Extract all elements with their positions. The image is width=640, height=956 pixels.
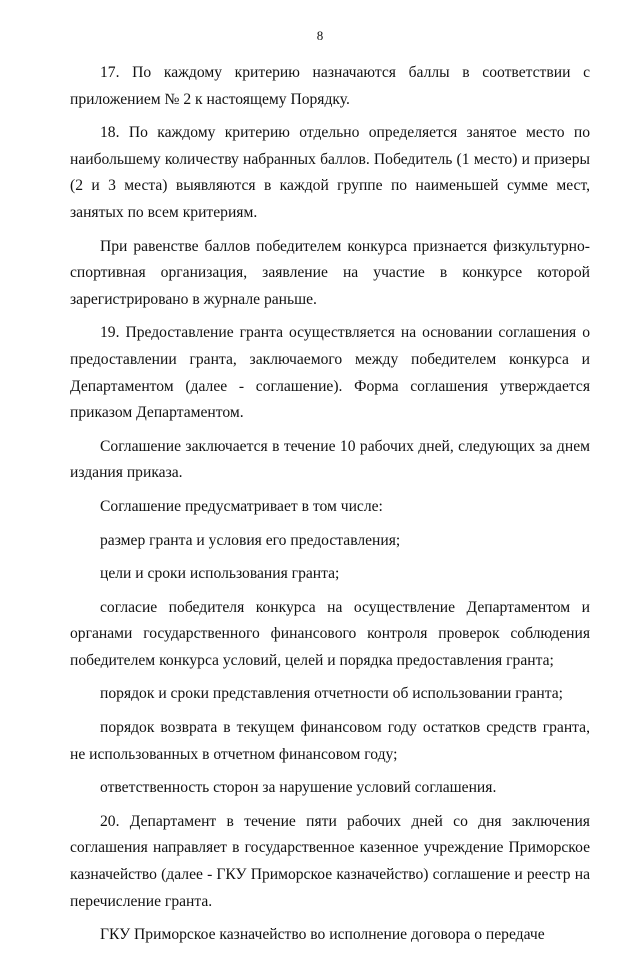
list-item-refund-order: порядок возврата в текущем финансовом году остатков средств гранта, не использованных в отчетном финансовом году;: [70, 719, 590, 763]
paragraph-agreement-includes: Соглашение предусматривает в том числе:: [100, 497, 383, 515]
list-item-liability: ответственность сторон за нарушение условий соглашения.: [100, 779, 497, 797]
paragraph-agreement-term: Соглашение заключается в течение 10 рабочих дней, следующих за днем издания приказа.: [70, 437, 590, 482]
list-item-grant-size: размер гранта и условия его предоставления;: [100, 531, 401, 549]
list-item-reporting: порядок и сроки представления отчетности об использовании гранта;: [100, 685, 563, 703]
paragraph-20-treasury: 20. Департамент в течение пяти рабочих дней со дня заключения соглашения направляет в государственное казенное учреждение Приморское казначейство (далее - ГКУ Приморское казначейство) соглашение и реестр на перечисление гранта.: [70, 812, 590, 910]
document-body: [70, 60, 590, 956]
paragraph-18-place-determination: 18. По каждому критерию отдельно определяется занятое место по наибольшему количеству набранных баллов. Победитель (1 место) и призеры (2 и 3 места) выявляются в каждой группе по наименьшей сумме мест, занятых по всем критериям.: [70, 124, 590, 221]
paragraph-treasury-continuation: ГКУ Приморское казначейство во исполнение договора о передаче: [100, 926, 545, 944]
list-item-consent-inspections: согласие победителя конкурса на осуществление Департаментом и органами государственного финансового контроля проверок соблюдения победителем конкурса условий, целей и порядка предоставления гранта;: [70, 598, 590, 669]
paragraph-19-grant-agreement: 19. Предоставление гранта осуществляется на основании соглашения о предоставлении гранта, заключаемого между победителем конкурса и Департаментом (далее - соглашение). Форма соглашения утверждается приказом Департаментом.: [70, 324, 590, 422]
paragraph-tie-rule: При равенстве баллов победителем конкурса признается физкультурно-спортивная организация, заявление на участие в конкурсе которой зарегистрировано в журнале раньше.: [70, 237, 590, 308]
paragraph-17-scoring: 17. По каждому критерию назначаются баллы в соответствии с приложением № 2 к настоящему Порядку.: [70, 64, 590, 108]
list-item-goals-terms: цели и сроки использования гранта;: [100, 565, 340, 583]
page-number: 8: [316, 28, 324, 43]
